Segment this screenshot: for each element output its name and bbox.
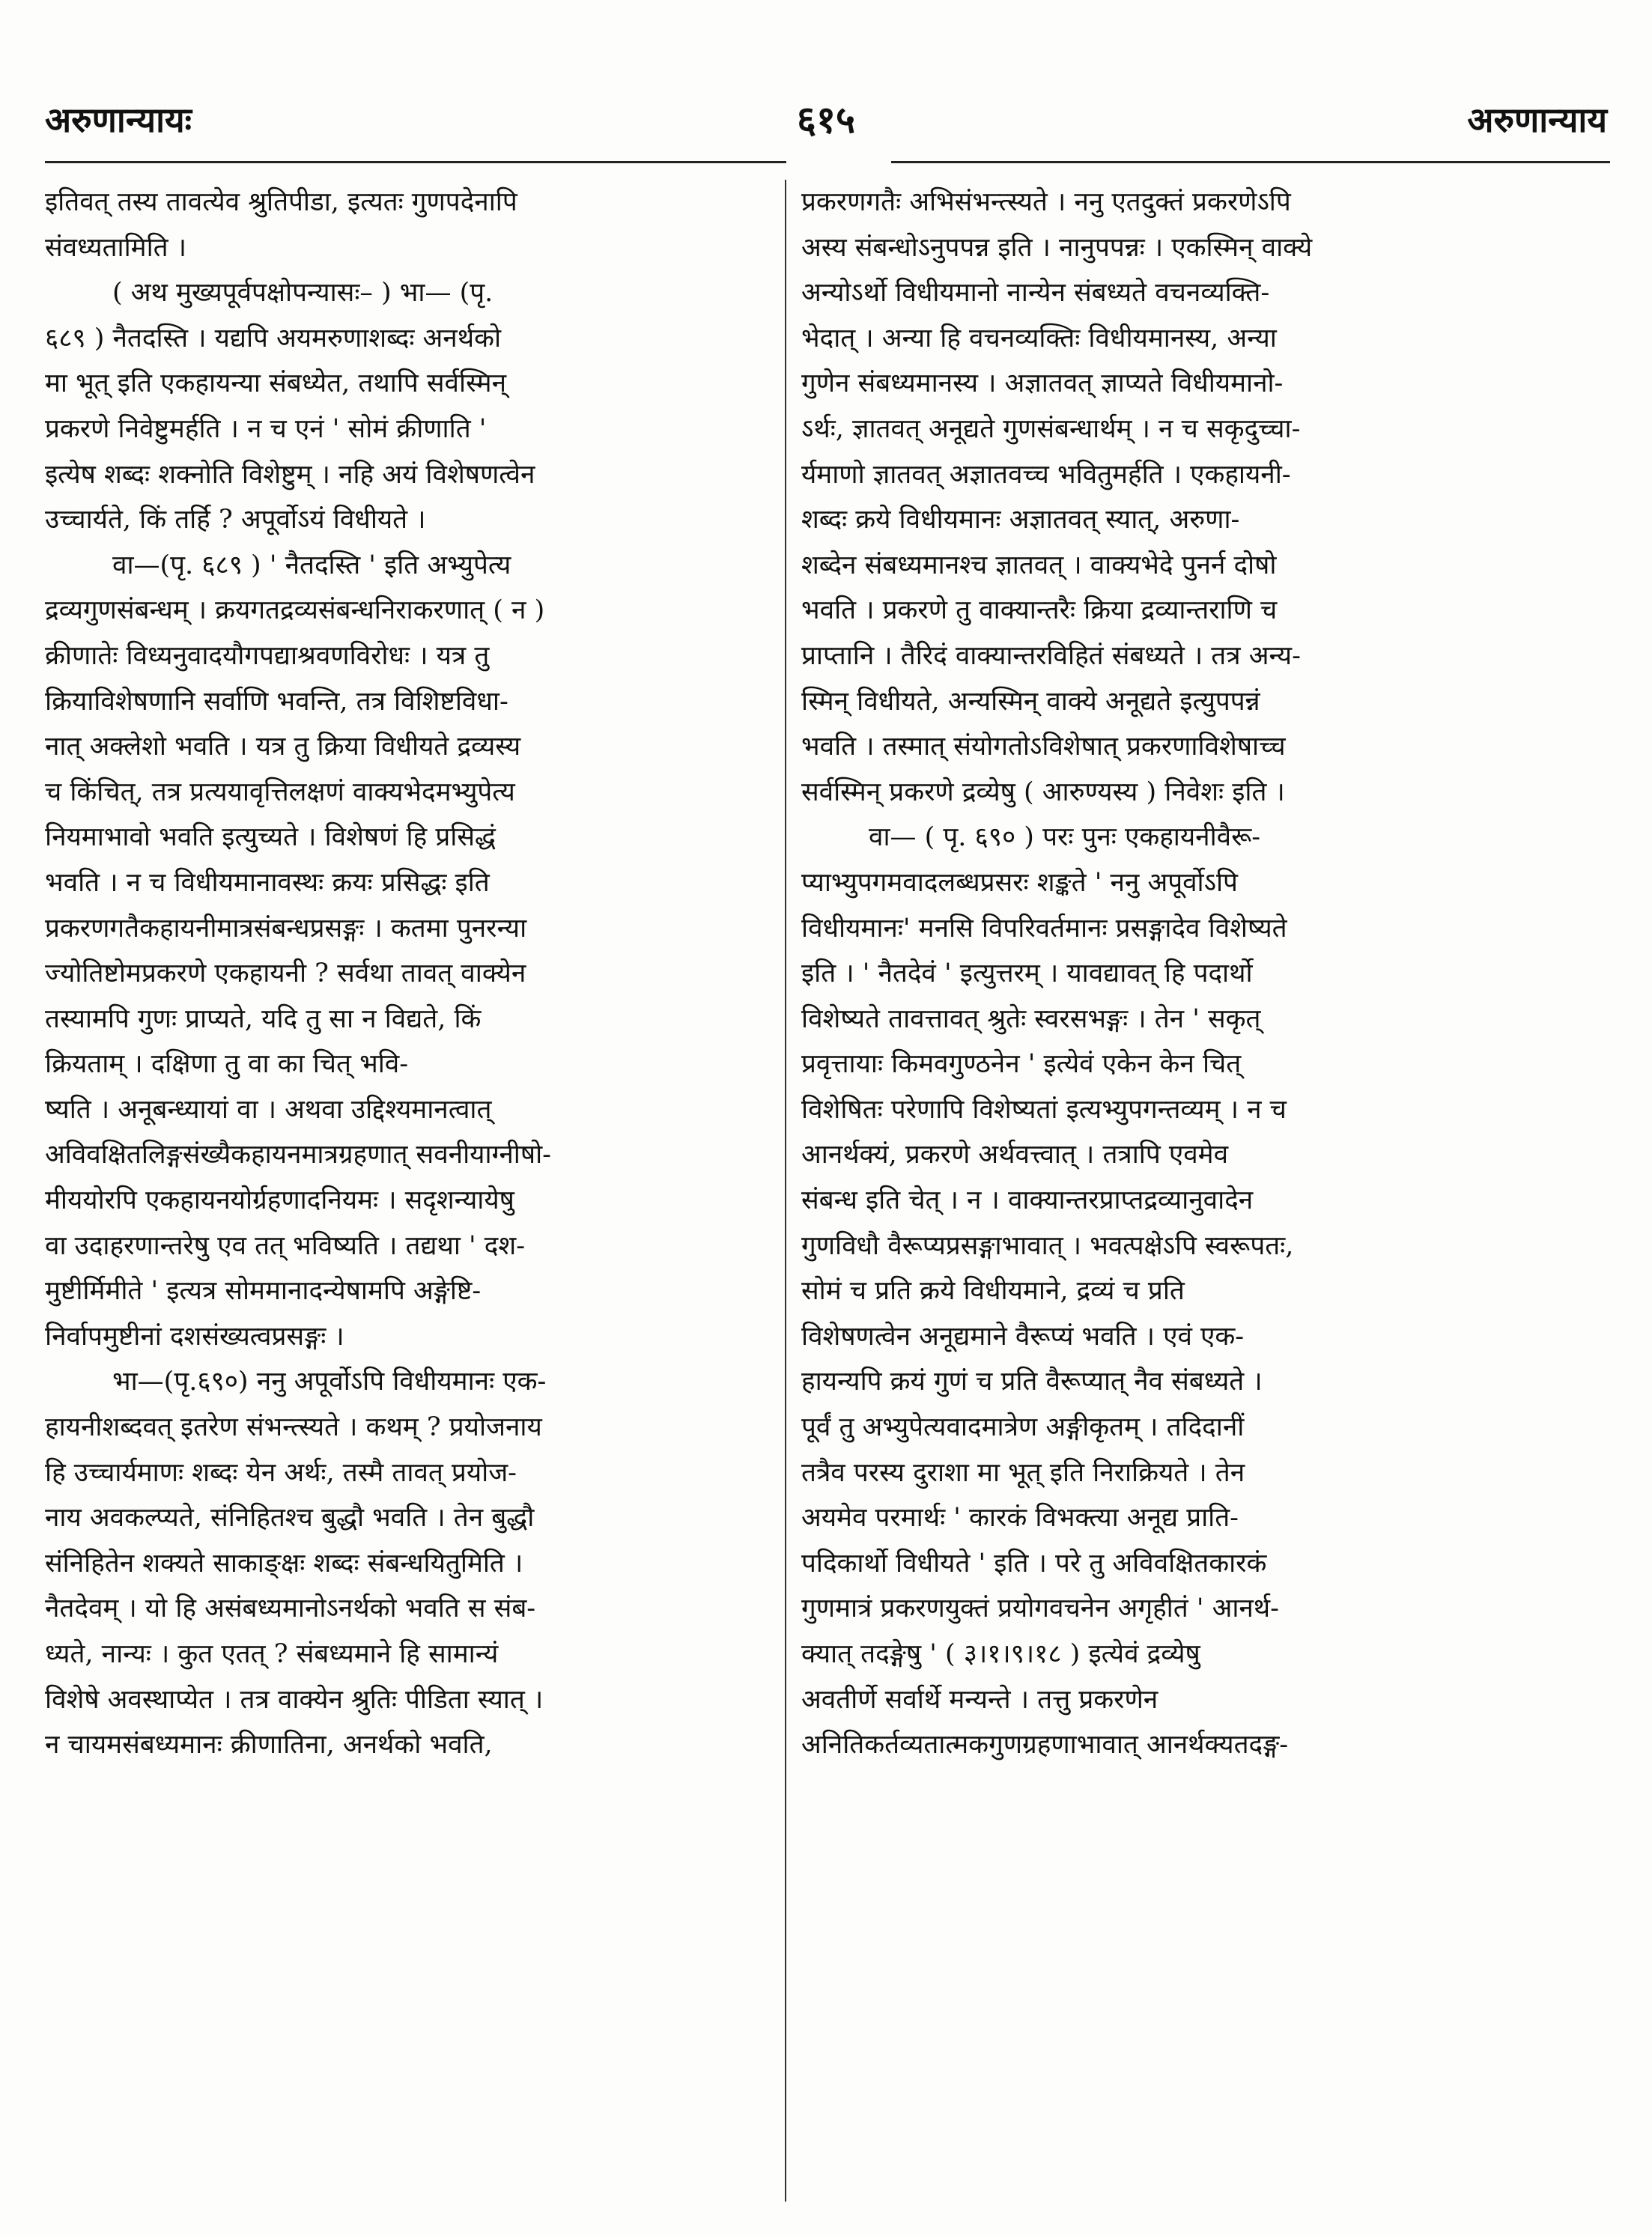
text-line: विधीयमानः' मनसि विपरिवर्तमानः प्रसङ्गादेव विशेष्यते xyxy=(801,913,1287,944)
text-line: वा— ( पृ. ६९० ) परः पुनः एकहायनीवैरू- xyxy=(869,822,1261,853)
text-line: अन्योऽर्थो विधीयमानो नान्येन संबध्यते वचनव्यक्ति- xyxy=(801,278,1270,309)
text-line: मीययोरपि एकहायनयोर्ग्रहणादनियमः । सदृशन्यायेषु xyxy=(45,1185,514,1216)
text-line: अनितिकर्तव्यतात्मकगुणग्रहणाभावात् आनर्थक्यतदङ्ग- xyxy=(801,1730,1289,1760)
text-line: संबन्ध इति चेत् । न । वाक्यान्तरप्राप्तद्रव्यानुवादेन xyxy=(801,1185,1254,1216)
text-line: इतिवत् तस्य तावत्येव श्रुतिपीडा, इत्यतः गुणपदेनापि xyxy=(45,187,517,217)
text-line: हायन्यपि क्रयं गुणं च प्रति वैरूप्यात् नैव संबध्यते । xyxy=(801,1367,1263,1397)
text-line: भवति । तस्मात् संयोगतोऽविशेषात् प्रकरणाविशेषाच्च xyxy=(801,732,1286,762)
text-line: संवध्यतामिति । xyxy=(45,232,186,263)
text-line: क्यात् तदङ्गेषु ' ( ३।१।९।१८ ) इत्येवं द्रव्येषु xyxy=(801,1639,1200,1669)
text-line: हायनीशब्दवत् इतरेण संभन्त्स्यते । कथम् ? प्रयोजनाय xyxy=(45,1412,542,1443)
text-line: नाय अवकल्प्यते, संनिहितश्च बुद्धौ भवति । तेन बुद्धौ xyxy=(45,1503,535,1534)
text-line: आनर्थक्यं, प्रकरणे अर्थवत्त्वात् । तत्रापि एवमेव xyxy=(801,1140,1229,1170)
text-line: हि उच्चार्यमाणः शब्दः येन अर्थः, तस्मै तावत् प्रयोज- xyxy=(45,1457,517,1488)
text-line: सर्वस्मिन् प्रकरणे द्रव्येषु ( आरुण्यस्य ) निवेशः इति । xyxy=(801,777,1285,807)
text-line: क्रियाविशेषणानि सर्वाणि भवन्ति, तत्र विशिष्टविधा- xyxy=(45,686,508,717)
column-divider xyxy=(785,180,786,2202)
text-line: शब्दः क्रये विधीयमानः अज्ञातवत् स्यात्, अरुणा- xyxy=(801,505,1240,535)
text-line: भेदात् । अन्या हि वचनव्यक्तिः विधीयमानस्य, अन्या xyxy=(801,323,1277,353)
text-line: शब्देन संबध्यमानश्च ज्ञातवत् । वाक्यभेदे पुनर्न दोषो xyxy=(801,550,1277,580)
text-line: गुणमात्रं प्रकरणयुक्तं प्रयोगवचनेन अगृहीतं ' आनर्थ- xyxy=(801,1594,1279,1624)
text-line: प्रकरणे निवेष्टुमर्हति । न च एनं ' सोमं क्रीणाति ' xyxy=(45,413,487,444)
text-line: अवतीर्णे सर्वार्थे मन्यन्ते । तत्तु प्रकरणेन xyxy=(801,1684,1158,1715)
text-line: ज्योतिष्टोमप्रकरणे एकहायनी ? सर्वथा तावत् वाक्येन xyxy=(45,958,526,989)
text-line: र्यमाणो ज्ञातवत् अज्ञातवच्च भवितुमर्हति । एकहायनी- xyxy=(801,459,1291,490)
text-line: उच्चार्यते, किं तर्हि ? अपूर्वोऽयं विधीयते । xyxy=(45,505,426,535)
text-line: नात् अक्लेशो भवति । यत्र तु क्रिया विधीयते द्रव्यस्य xyxy=(45,732,521,762)
text-line: क्रीणातेः विध्यनुवादयौगपद्याश्रवणविरोधः । यत्र तु xyxy=(45,640,490,671)
header-rule-left xyxy=(45,161,786,163)
text-line: ध्यते, नान्यः । कुत एतत् ? संबध्यमाने हि सामान्यं xyxy=(45,1639,499,1669)
text-line: मा भूत् इति एकहायन्या संबध्येत, तथापि सर्वस्मिन् xyxy=(45,368,507,399)
text-line: तत्रैव परस्य दुराशा मा भूत् इति निराक्रियते । तेन xyxy=(801,1457,1245,1488)
text-line: नियमाभावो भवति इत्युच्यते । विशेषणं हि प्रसिद्धं xyxy=(45,822,496,853)
text-line: सोमं च प्रति क्रये विधीयमाने, द्रव्यं च प्रति xyxy=(801,1276,1185,1307)
text-line: गुणविधौ वैरूप्यप्रसङ्गाभावात् । भवत्पक्षेऽपि स्वरूपतः, xyxy=(801,1230,1294,1261)
text-line: वा—(पृ. ६८९ ) ' नैतदस्ति ' इति अभ्युपेत्य xyxy=(112,550,511,580)
left-column xyxy=(45,180,783,1768)
text-line: प्रकरणगतैकहायनीमात्रसंबन्धप्रसङ्गः । कतमा पुनरन्या xyxy=(45,913,527,944)
text-line: स्मिन् विधीयते, अन्यस्मिन् वाक्ये अनूद्यते इत्युपपन्नं xyxy=(801,686,1260,717)
text-line: ( अथ मुख्यपूर्वपक्षोपन्यासः– ) भा— (पृ. xyxy=(112,278,494,309)
text-line: प्राप्तानि । तैरिदं वाक्यान्तरविहितं संबध्यते । तत्र अन्य- xyxy=(801,640,1301,671)
right-column xyxy=(801,180,1610,1768)
text-line: अयमेव परमार्थः ' कारकं विभक्त्या अनूद्य प्राति- xyxy=(801,1503,1239,1534)
text-line: नैतदेवम् । यो हि असंबध्यमानोऽनर्थको भवति स संब- xyxy=(45,1594,536,1624)
page-header xyxy=(45,97,1607,165)
text-line: गुणेन संबध्यमानस्य । अज्ञातवत् ज्ञाप्यते विधीयमानो- xyxy=(801,368,1284,399)
text-line: क्रियताम् । दक्षिणा तु वा का चित् भवि- xyxy=(45,1049,409,1080)
text-line: तस्यामपि गुणः प्राप्यते, यदि तु सा न विद्यते, किं xyxy=(45,1003,482,1034)
text-line: विशेषणत्वेन अनूद्यमाने वैरूप्यं भवति । एवं एक- xyxy=(801,1321,1245,1352)
text-line: विशेषे अवस्थाप्येत । तत्र वाक्येन श्रुतिः पीडिता स्यात् । xyxy=(45,1684,544,1715)
text-line: द्रव्यगुणसंबन्धम् । क्रयगतद्रव्यसंबन्धनिराकरणात् ( न ) xyxy=(45,595,545,626)
text-line: अविवक्षितलिङ्गसंख्यैकहायनमात्रग्रहणात् सवनीयाग्नीषो- xyxy=(45,1140,551,1170)
text-line: प्रकरणगतैः अभिसंभन्त्स्यते । ननु एतदुक्तं प्रकरणेऽपि xyxy=(801,187,1291,217)
text-line: विशेषितः परेणापि विशेष्यतां इत्यभ्युपगन्तव्यम् । न च xyxy=(801,1094,1287,1125)
page-number: ६१५ xyxy=(797,97,855,142)
text-line: निर्वापमुष्टीनां दशसंख्यत्वप्रसङ्गः । xyxy=(45,1321,344,1352)
text-line: ऽर्थः, ज्ञातवत् अनूद्यते गुणसंबन्धार्थम् । न च सकृदुच्चा- xyxy=(801,413,1301,444)
text-line: अस्य संबन्धोऽनुपपन्न इति । नानुपपन्नः । एकस्मिन् वाक्ये xyxy=(801,232,1313,263)
text-line: वा उदाहरणान्तरेषु एव तत् भविष्यति । तद्यथा ' दश- xyxy=(45,1230,526,1261)
text-line: संनिहितेन शक्यते साकाङ्क्षः शब्दः संबन्धयितुमिति । xyxy=(45,1548,523,1579)
text-line: इत्येष शब्दः शक्नोति विशेष्टुम् । नहि अयं विशेषणत्वेन xyxy=(45,459,535,490)
text-line: ६८९ ) नैतदस्ति । यद्यपि अयमरुणाशब्दः अनर्थको xyxy=(45,323,502,353)
text-line: पूर्वं तु अभ्युपेत्यवादमात्रेण अङ्गीकृतम् । तदिदानीं xyxy=(801,1412,1245,1443)
text-line: प्रवृत्तायाः किमवगुण्ठनेन ' इत्येवं एकेन केन चित् xyxy=(801,1049,1242,1080)
text-line: प्याभ्युपगमवादलब्धप्रसरः शङ्कते ' ननु अपूर्वोऽपि xyxy=(801,867,1238,898)
text-line: भवति । प्रकरणे तु वाक्यान्तरैः क्रिया द्रव्यान्तराणि च xyxy=(801,595,1278,626)
text-line: मुष्टीर्मिमीते ' इत्यत्र सोममानादन्येषामपि अङ्गेष्टि- xyxy=(45,1276,482,1307)
text-line: च किंचित्, तत्र प्रत्ययावृत्तिलक्षणं वाक्यभेदमभ्युपेत्य xyxy=(45,777,515,807)
text-line: इति । ' नैतदेवं ' इत्युत्तरम् । यावद्यावत् हि पदार्थो xyxy=(801,958,1253,989)
text-line: भवति । न च विधीयमानावस्थः क्रयः प्रसिद्धः इति xyxy=(45,867,490,898)
text-line: भा—(पृ.६९०) ननु अपूर्वोऽपि विधीयमानः एक- xyxy=(112,1367,547,1397)
text-line: ष्यति । अनूबन्ध्यायां वा । अथवा उद्दिश्यमानत्वात् xyxy=(45,1094,492,1125)
running-head-left: अरुणान्यायः xyxy=(45,100,192,140)
header-rule-right xyxy=(891,161,1610,163)
running-head-right: अरुणान्याय xyxy=(1467,100,1607,140)
text-line: न चायमसंबध्यमानः क्रीणातिना, अनर्थको भवति, xyxy=(45,1730,493,1760)
text-line: पदिकार्थो विधीयते ' इति । परे तु अविवक्षितकारकं xyxy=(801,1548,1267,1579)
text-line: विशेष्यते तावत्तावत् श्रुतेः स्वरसभङ्गः । तेन ' सकृत् xyxy=(801,1003,1261,1034)
